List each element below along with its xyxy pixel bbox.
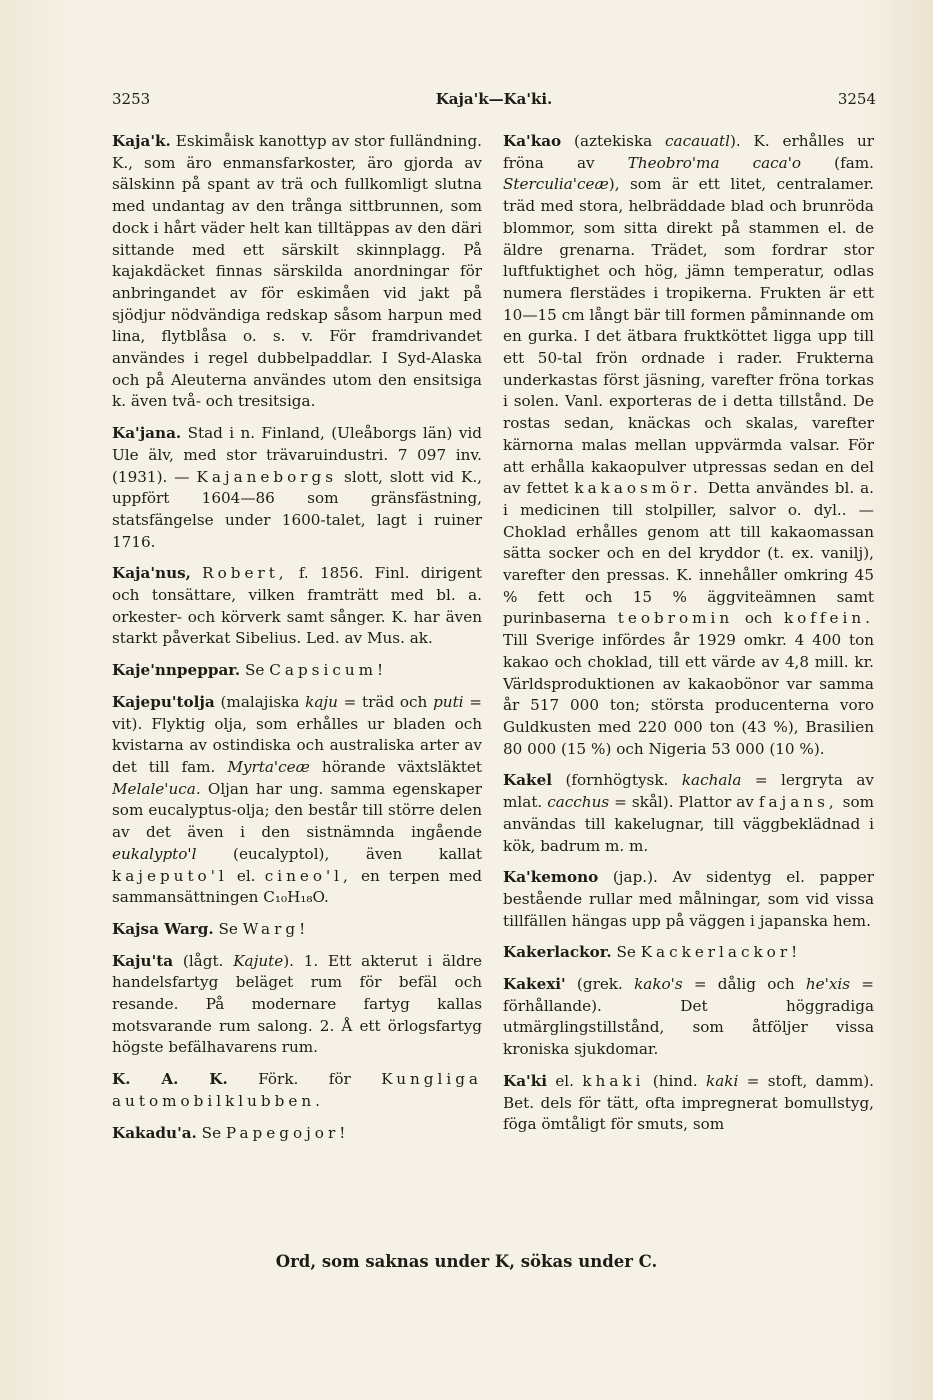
spaced-term: Kungliga automobilklubben. xyxy=(112,1070,482,1110)
entry-text: (aztekiska xyxy=(561,132,666,150)
entry-text: = förhållande). Det höggradiga utmärglingstillstånd, som åtföljer vissa kroniska sjukdomar. xyxy=(503,975,874,1059)
spaced-term: fajans, xyxy=(758,793,838,812)
italic-term: eukalypto'l xyxy=(112,844,197,863)
entry-text: som användas till kakelugnar, till väggbeklädnad i kök, badrum m. m. xyxy=(503,793,875,855)
italic-term: Kajute xyxy=(233,951,284,970)
entry-kakadua xyxy=(112,1123,482,1145)
entry-headword: Kakel xyxy=(503,771,552,790)
entry-headword: Ka'jana. xyxy=(112,424,182,443)
entry-headword: Kaja'nus, xyxy=(112,564,191,583)
italic-term: kako's xyxy=(634,975,683,994)
entry-text: ), som är ett litet, centralamer. träd med stora, helbräddade blad och brunröda blommor, som sitta direkt på stammen el. de äldre grenarna. Trädet, som fordrar stor luftfuktighet och hög, jämn temperatur, odlas numera flerstädes i tropikerna. Frukten är ett 10—15 cm långt bär till formen påminnande om en gurka. I det ätbara fruktköttet ligga upp till ett 50-tal frön ordnade i rader. Frukterna underkastas först jäsning, varefter fröna torkas i solen. Vanl. exporteras de i detta tillstånd. De rostas sedan, knäckas och skalas, varefter kärnorna malas mellan uppvärmda valsar. För att erhålla kakaopulver utpressas sedan en del av fettet xyxy=(503,175,874,498)
entry-text: = träd och xyxy=(337,692,434,711)
entry-text: Se xyxy=(611,943,641,962)
entry-text: Se xyxy=(240,661,270,680)
entry-headword: Kakadu'a. xyxy=(112,1123,197,1142)
entry-text: Detta användes bl. a. i medicinen till stolpiller, salvor o. dyl.. — Choklad erhålles genom att till kakaomassan sätta socker och en del kryddor (t. ex. vanilj), varefter den pressas. K. innehåller omkring 45 % fett och 15 % äggviteämnen samt purinbaserna xyxy=(503,479,874,628)
entry-text: Oljan har ung. samma egenskaper som eucalyptus-olja; den består till större delen av det även i den sistnämnda ingående xyxy=(112,779,482,842)
entry-headword: Kaju'ta xyxy=(112,951,174,970)
cross-reference: Kackerlackor! xyxy=(640,943,802,962)
italic-term: Sterculia'ceæ xyxy=(503,175,609,194)
entry-headword: K. A. K. xyxy=(112,1070,228,1089)
entry-text: Till Sverige infördes år 1929 omkr. 4 400 ton kakao och choklad, till ett värde av 4,8 mill. kr. Världsproduktionen av kakaobönor var samma år 517 000 ton; största producenterna voro Guldkusten med 220 000 ton (43 %), Brasilien 80 000 (15 %) och Nigeria 53 000 (10 %). xyxy=(503,631,874,758)
spaced-term: kajeputo'l xyxy=(112,866,228,885)
right-column xyxy=(503,131,874,1146)
entry-text: hörande växtsläktet xyxy=(309,757,482,776)
entry-text: = vit). Flyktig olja, som erhålles ur bladen och kvistarna av ostindiska och australiska arter av det till fam. xyxy=(112,692,482,776)
italic-term: kachala xyxy=(681,771,742,790)
spaced-term: koffein. xyxy=(783,609,874,628)
entry-text: Stad i n. Finland, (Uleåborgs län) vid Ule älv, med stor trävaruindustri. 7 097 inv. (1931). — xyxy=(112,424,482,486)
entry-kakao xyxy=(503,131,874,760)
entry-kaki xyxy=(503,1071,874,1136)
italic-term: kaki xyxy=(706,1071,739,1090)
entry-text: (malajiska xyxy=(214,692,306,711)
spaced-term: teobromin xyxy=(617,609,734,628)
entry-kajanus xyxy=(112,563,482,650)
entry-headword: Kajepu'tolja xyxy=(112,692,215,711)
entry-text: = skål). Plattor av xyxy=(609,793,759,812)
entry-text: en terpen med sammansättningen C₁₀H₁₈O. xyxy=(112,866,482,907)
entry-kajsa-warg xyxy=(112,919,482,941)
entry-headword: Kaja'k. xyxy=(112,132,171,150)
spaced-term: Robert, xyxy=(202,564,288,583)
spaced-term: khaki xyxy=(582,1071,645,1090)
entry-kajennpeppar xyxy=(112,660,482,682)
entry-kajana xyxy=(112,423,482,553)
entry-headword: Kakexi' xyxy=(503,975,566,994)
entry-kajeputolja xyxy=(112,692,482,909)
entry-kakel xyxy=(503,770,874,857)
entry-text: (fam. xyxy=(801,153,874,172)
entry-text: = lergryta av mlat. xyxy=(503,771,875,812)
entry-headword: Kajsa Warg. xyxy=(112,919,214,938)
entry-text: el. xyxy=(227,866,265,885)
entry-text: = stoft, damm). Bet. dels för tätt, ofta impregnerat bomullstyg, föga ömtåligt för smuts, som xyxy=(503,1071,874,1134)
entry-headword: Ka'ki xyxy=(503,1071,547,1090)
spaced-term: Kajaneborgs xyxy=(196,467,338,486)
entry-kak xyxy=(112,1069,482,1112)
entry-text: Se xyxy=(213,919,243,938)
entry-text: slott, slott vid K., uppfört 1604—86 som gränsfästning, statsfängelse under 1600-talet, lagt i ruiner 1716. xyxy=(112,467,482,551)
entry-kakerlackor xyxy=(503,942,874,964)
entry-headword: Kaje'nnpeppar. xyxy=(112,661,241,680)
entry-text: Förk. för xyxy=(227,1070,382,1089)
running-header xyxy=(112,90,876,112)
spaced-term: cineo'l, xyxy=(264,866,352,885)
footer-note: Ord, som saknas under K, sökas under C. xyxy=(275,1252,658,1271)
cross-reference: Papegojor! xyxy=(225,1123,350,1142)
entry-kajak xyxy=(112,131,482,413)
spaced-term: kakaosmör. xyxy=(574,479,702,498)
entry-text: Eskimåisk kanottyp av stor fulländning. K., som äro enmansfarkoster, äro gjorda av sälskinn på spant av trä och fullkomligt slutna med undantag av den trånga sittbrunnen, som dock i hårt väder helt kan tilltäppas av den däri sittande med ett särskilt skinnplagg. På kajakdäcket finnas särskilda anordningar för anbringandet av för eskimåen vid jakt på sjödjur nödvändiga redskap såsom harpun med lina, flytblåsa o. s. v. För framdrivandet användes i regel dubbelpaddlar. I Syd-Alaska och på Aleuterna användes utom den ensitsiga k. även två- och tresitsiga. xyxy=(112,132,482,411)
header-headwords: Kaja'k—Ka'ki. xyxy=(435,90,553,108)
left-column xyxy=(112,131,482,1154)
entry-text: (jap.). Av sidentyg el. papper bestående rullar med målningar, som vid vissa tillfällen hängas upp på väggen i japanska hem. xyxy=(503,868,874,930)
italic-term: cacauatl xyxy=(665,132,730,150)
page-number-right: 3254 xyxy=(837,90,876,108)
entry-text: (eucalyptol), även kallat xyxy=(196,844,482,863)
italic-term: kaju xyxy=(305,692,338,711)
entry-text: (hind. xyxy=(644,1071,706,1090)
entry-text: och xyxy=(733,609,784,628)
entry-headword: Ka'kemono xyxy=(503,868,599,887)
entry-text: (grek. xyxy=(565,975,635,994)
entry-headword: Ka'kao xyxy=(503,132,562,150)
entry-kajuta xyxy=(112,951,482,1060)
entry-text: Se xyxy=(196,1123,226,1142)
entry-text: el. xyxy=(546,1071,583,1090)
italic-term: cacchus xyxy=(547,793,610,812)
italic-term: Myrta'ceæ xyxy=(227,757,310,776)
entry-text: ). K. erhålles ur fröna av xyxy=(503,132,874,172)
italic-term: he'xis xyxy=(805,975,851,994)
entry-text: f. 1856. Finl. dirigent och tonsättare, vilken framträtt med bl. a. orkester- och körverk samt sånger. K. har även starkt påverkat Sibelius. Led. av Mus. ak. xyxy=(112,564,482,648)
cross-reference: Warg! xyxy=(242,919,310,938)
italic-term: Melale'uca. xyxy=(112,779,201,798)
entry-kakemono xyxy=(503,867,874,932)
entry-headword: Kakerlackor. xyxy=(503,943,612,962)
italic-term: Theobro'ma caca'o xyxy=(627,153,802,172)
italic-term: puti xyxy=(433,692,464,711)
entry-text: ). 1. Ett akterut i äldre handelsfartyg beläget rum för befäl och resande. På modernare fartyg kallas motsvarande rum salong. 2. Å ett örlogsfartyg högste befälhavarens rum. xyxy=(112,951,482,1057)
entry-text: (lågt. xyxy=(173,951,234,970)
entry-kakexi xyxy=(503,974,874,1061)
cross-reference: Capsicum! xyxy=(269,661,388,680)
entry-text: = dålig och xyxy=(682,975,806,994)
page-number-left: 3253 xyxy=(112,90,151,108)
entry-text: (fornhögtysk. xyxy=(552,771,682,790)
